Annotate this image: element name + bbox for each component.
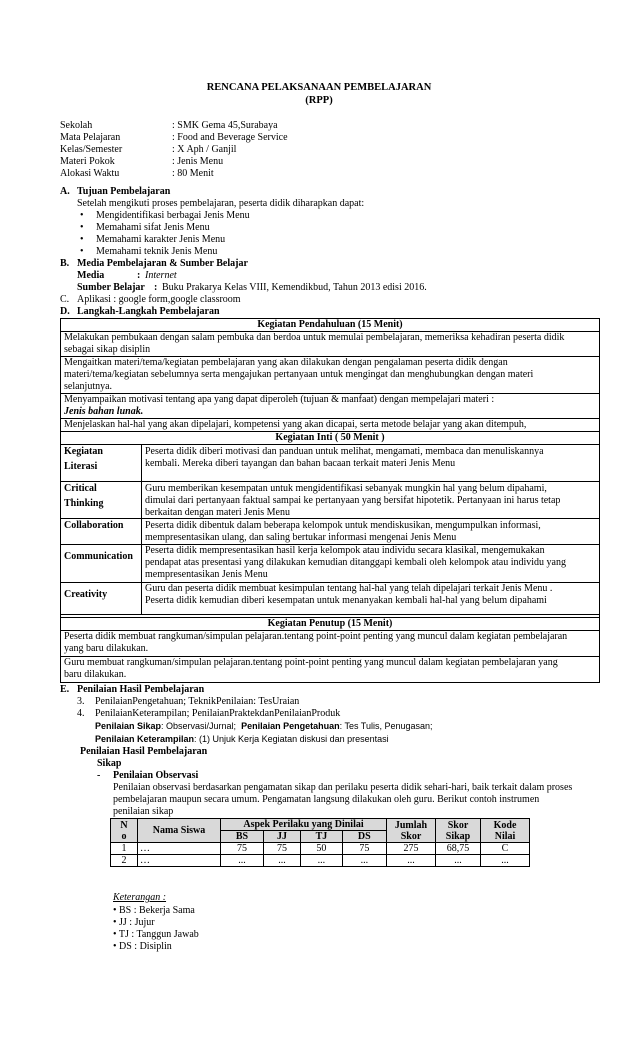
media-row: Media : Internet <box>77 270 177 281</box>
inti-header: Kegiatan Inti ( 50 Menit ) <box>275 432 385 443</box>
subsection-title: Penilaian Hasil Pembelajaran <box>80 746 208 757</box>
table-row: Peserta didik membuat rangkuman/simpulan pelajaran.tentang point-point penting yang muncul dalam kegiatan pembelajaran yang baru dilakukan. <box>64 631 568 654</box>
penilaian-keterampilan: Penilaian Keterampilan: (1) Unjuk Kerja Kegiatan diskusi dan presentasi <box>95 734 389 744</box>
identity-value: : Food and Beverage Service <box>172 132 288 143</box>
inti-text: Guru dan peserta didik membuat kesimpulan tentang hal-hal yang telah dipelajari terkait Jenis Menu . Peserta didik kemudian diberi kesempatan untuk menanyakan kembali hal-hal yang belum dipahami <box>145 583 553 606</box>
pendahuluan-header: Kegiatan Pendahuluan (15 Menit) <box>257 319 403 330</box>
col-aspect: BS <box>221 831 264 843</box>
col-kode: Kode Nilai <box>481 819 530 843</box>
sikap-heading: Sikap <box>97 758 122 769</box>
identity-value: : X Aph / Ganjil <box>172 144 237 155</box>
section-title: Media Pembelajaran & Sumber Belajar <box>77 258 248 269</box>
table-row: Guru membuat rangkuman/simpulan pelajaran.tentang point-point penting yang muncul dalam kegiatan pembelajaran yang baru dilakukan. <box>64 657 558 680</box>
section-title: Tujuan Pembelajaran <box>77 186 171 197</box>
bullet-icon: • <box>113 905 117 916</box>
bullet-icon: • <box>113 941 117 952</box>
penutup-header: Kegiatan Penutup (15 Menit) <box>267 618 393 629</box>
bullet-icon: • <box>80 210 84 221</box>
inti-text: Peserta didik dibentuk dalam beberapa kelompok untuk mendiskusikan, mengumpulkan informasi, mempresentasikan ulang, dan saling bertukar informasi mengenai Jenis Menu <box>145 520 541 543</box>
identity-row <box>60 132 560 143</box>
identity-label: Mata Pelajaran <box>60 132 121 143</box>
section-number: A. <box>60 186 70 197</box>
identity-row <box>60 144 560 155</box>
page-subtitle: (RPP) <box>305 95 333 106</box>
inti-text: Guru memberikan kesempatan untuk mengidentifikasi sebanyak mungkin hal yang belum dipahami, dimulai dari pertanyaan faktual sampai ke pertanyaan yang bersifat hipotetik. Pertanyaan ini harus tetap berkaitan dengan materi Jenis Menu <box>145 483 561 518</box>
identity-label: Kelas/Semester <box>60 144 123 155</box>
col-aspect: JJ <box>263 831 300 843</box>
identity-row <box>60 120 560 131</box>
col-aspect: DS <box>342 831 386 843</box>
identity-row <box>60 168 560 179</box>
identity-value: : SMK Gema 45,Surabaya <box>172 120 278 131</box>
bullet-icon: • <box>80 246 84 257</box>
list-item: 3. PenilaianPengetahuan; TeknikPenilaian: TesUraian <box>77 696 300 707</box>
identity-label: Alokasi Waktu <box>60 168 120 179</box>
inti-text: Peserta didik diberi motivasi dan panduan untuk melihat, mengamati, membaca dan menuliskannya kembali. Mereka diberi tayangan dan bahan bacaan terkait materi Jenis Menu <box>145 446 544 469</box>
identity-label: Materi Pokok <box>60 156 115 167</box>
penilaian-methods: Penilaian Sikap: Observasi/Jurnal; Penilaian Pengetahuan: Tes Tulis, Penugasan; <box>95 721 433 731</box>
table-row: Melakukan pembukaan dengan salam pembuka dan berdoa untuk memulai pembelajaran, memeriksa kehadiran peserta didik sebagai sikap disiplin <box>64 332 565 355</box>
identity-label: Sekolah <box>60 120 93 131</box>
table-row: 1 … 75 75 50 75 275 68,75 C <box>111 843 530 855</box>
bullet-icon: • <box>113 929 117 940</box>
section-a-intro: Setelah mengikuti proses pembelajaran, peserta didik diharapkan dapat: <box>77 198 365 209</box>
legend-item: • TJ : Tanggun Jawab <box>113 929 199 940</box>
assessment-table <box>110 818 530 867</box>
inti-text: Peserta didik mempresentasikan hasil kerja kelompok atau individu secara klasikal, mengemukakan pendapat atas presentasi yang dilakukan kemudian ditanggapi kembali oleh kelompok atau individu yang mempresentasikan Jenis Menu <box>145 545 566 580</box>
list-item: 4. PenilaianKeterampilan; PenilaianPraktekdanPenilaianProduk <box>77 708 341 719</box>
bullet-icon: • <box>113 917 117 928</box>
col-aspect-group: Aspek Perilaku yang Dinilai <box>221 819 387 831</box>
identity-value: : Jenis Menu <box>172 156 224 167</box>
section-number: B. <box>60 258 70 269</box>
legend-item: • JJ : Jujur <box>113 917 155 928</box>
legend-item: • DS : Disiplin <box>113 941 172 952</box>
inti-label: Creativity <box>64 589 108 600</box>
observasi-paragraph: Penilaian observasi berdasarkan pengamatan sikap dan perilaku peserta didik sehari-hari, baik terkait dalam proses pembelajaran maupun secara umum. Pengamatan langsung dilakukan oleh guru. Berikut contoh instrumen penilaian sikap <box>113 782 573 817</box>
table-row: 2 … ... ... ... ... ... ... ... <box>111 855 530 867</box>
table-row: Menjelaskan hal-hal yang akan dipelajari, kompetensi yang akan dicapai, serta metode belajar yang akan ditempuh, <box>64 419 527 430</box>
legend-title: Keterangan : <box>113 892 167 903</box>
bullet-icon: • <box>80 234 84 245</box>
identity-row <box>60 156 560 167</box>
col-name: Nama Siswa <box>138 819 221 843</box>
identity-value: : 80 Menit <box>172 168 214 179</box>
page-title: RENCANA PELAKSANAAN PEMBELAJARAN <box>206 82 432 93</box>
bullet-icon: • <box>80 222 84 233</box>
col-no: N o <box>111 819 138 843</box>
col-total: Jumlah Skor <box>387 819 436 843</box>
table-row: Menyampaikan motivasi tentang apa yang dapat diperoleh (tujuan & manfaat) dengan mempelajari materi : Jenis bahan lunak. <box>64 394 495 417</box>
col-aspect: TJ <box>301 831 342 843</box>
legend-item: • BS : Bekerja Sama <box>113 905 195 916</box>
table-row: Mengaitkan materi/tema/kegiatan pembelajaran yang akan dilakukan dengan pengalaman peserta didik dengan materi/tema/kegiatan sebelumnya serta mengajukan pertanyaan untuk mengingat dan menghubungkan dengan materi selanjutnya. <box>64 357 534 392</box>
inti-label: Critical Thinking <box>64 483 104 509</box>
col-sikap: Skor Sikap <box>436 819 481 843</box>
inti-label: Collaboration <box>64 520 124 531</box>
table-header-row <box>111 819 530 831</box>
observasi-heading: - Penilaian Observasi <box>97 770 199 781</box>
source-row: Sumber Belajar : Buku Prakarya Kelas VIII, Kemendikbud, Tahun 2013 edisi 2016. <box>77 282 427 293</box>
inti-label: Kegiatan Literasi <box>64 446 103 472</box>
inti-label: Communication <box>64 551 133 562</box>
